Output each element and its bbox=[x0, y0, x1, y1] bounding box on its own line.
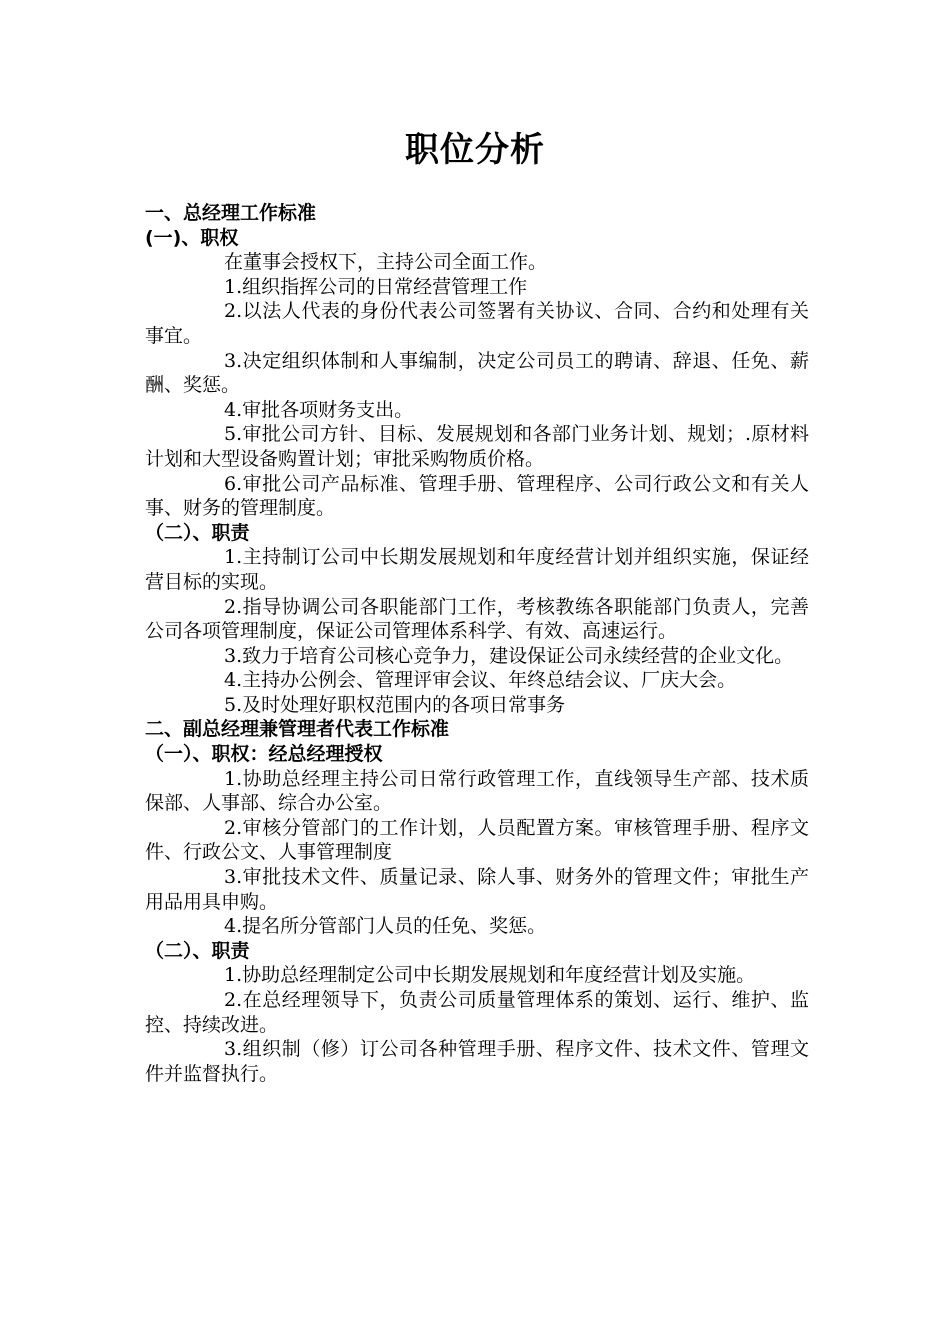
paragraph: 3.审批技术文件、质量记录、除人事、财务外的管理文件；审批生产用品用具申购。 bbox=[145, 866, 809, 913]
document-body bbox=[145, 201, 809, 1086]
section-heading: 二、副总经理兼管理者代表工作标准 bbox=[145, 718, 450, 741]
paragraph: 4.主持办公例会、管理评审会议、年终总结会议、厂庆大会。 bbox=[224, 669, 737, 692]
document-title: 职位分析 bbox=[405, 130, 545, 170]
paragraph: 在董事会授权下，主持公司全面工作。 bbox=[224, 251, 548, 274]
paragraph: 2.在总经理领导下，负责公司质量管理体系的策划、运行、维护、监控、持续改进。 bbox=[145, 989, 809, 1036]
paragraph: 3.组织制（修）订公司各种管理手册、程序文件、技术文件、管理文件并监督执行。 bbox=[145, 1038, 809, 1085]
paragraph: 6.审批公司产品标准、管理手册、管理程序、公司行政公文和有关人事、财务的管理制度。 bbox=[145, 472, 809, 520]
paragraph: 1.主持制订公司中长期发展规划和年度经营计划并组织实施，保证经营目标的实现。 bbox=[145, 546, 809, 593]
paragraph: 2.指导协调公司各职能部门工作，考核教练各职能部门负责人，完善公司各项管理制度，保证公司管理体系科学、有效、高速运行。 bbox=[145, 595, 809, 643]
paragraph: 2.审核分管部门的工作计划，人员配置方案。审核管理手册、程序文件、行政公文、人事管理制度 bbox=[145, 816, 809, 864]
subsection-heading: （一）、职权：经总经理授权 bbox=[145, 743, 383, 766]
subsection-heading: （二）、职责 bbox=[145, 939, 250, 962]
paragraph: 2.以法人代表的身份代表公司签署有关协议、合同、合约和处理有关事宜。 bbox=[145, 300, 809, 347]
paragraph: 3.决定组织体制和人事编制，决定公司员工的聘请、辞退、任免、薪酬、奖惩。 bbox=[145, 349, 809, 397]
paragraph: 5.审批公司方针、目标、发展规划和各部门业务计划、规划；.原材料计划和大型设备购置计划；审批采购物质价格。 bbox=[145, 423, 809, 470]
subsection-heading: （二）、职责 bbox=[145, 521, 250, 544]
section-heading: 一、总经理工作标准 bbox=[145, 202, 317, 224]
paragraph: 5.及时处理好职权范围内的各项日常事务 bbox=[224, 693, 566, 716]
paragraph: 3.致力于培育公司核心竞争力，建设保证公司永续经营的企业文化。 bbox=[224, 644, 794, 667]
subsection-heading: (一)、职权 bbox=[145, 226, 239, 249]
paragraph: 4.提名所分管部门人员的任免、奖惩。 bbox=[224, 915, 547, 938]
paragraph: 1.协助总经理主持公司日常行政管理工作，直线领导生产部、技术质保部、人事部、综合办公室。 bbox=[145, 767, 809, 815]
paragraph: 4.审批各项财务支出。 bbox=[224, 398, 414, 421]
paragraph: 1.组织指挥公司的日常经营管理工作 bbox=[224, 275, 528, 298]
paragraph: 1.协助总经理制定公司中长期发展规划和年度经营计划及实施。 bbox=[224, 964, 756, 987]
